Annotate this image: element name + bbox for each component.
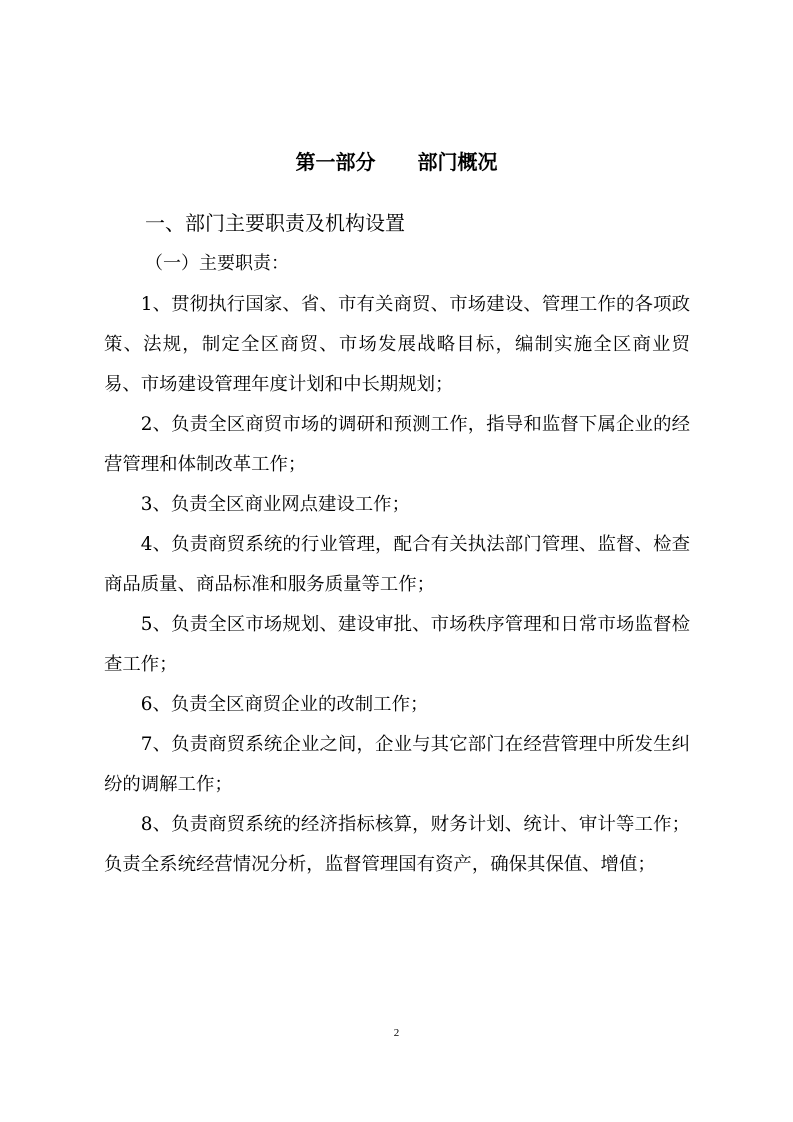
duty-paragraph: 4、负责商贸系统的行业管理，配合有关执法部门管理、监督、检查商品质量、商品标准和服务质量等工作； <box>104 534 690 595</box>
duty-paragraph: 8、负责商贸系统的经济指标核算，财务计划、统计、审计等工作；负责全系统经营情况分析，监督管理国有资产，确保其保值、增值； <box>104 814 690 875</box>
title-part: 第一部分 <box>295 150 376 174</box>
duty-paragraph: 2、负责全区商贸市场的调研和预测工作，指导和监督下属企业的经营管理和体制改革工作； <box>104 414 690 475</box>
duty-paragraph: 1、贯彻执行国家、省、市有关商贸、市场建设、管理工作的各项政策、法规，制定全区商贸、市场发展战略目标，编制实施全区商业贸易、市场建设管理年度计划和中长期规划； <box>104 294 690 395</box>
page-title <box>0 148 793 176</box>
page-number: 2 <box>393 1027 400 1039</box>
section-heading: 一、部门主要职责及机构设置 <box>145 211 405 235</box>
duty-paragraph: 5、负责全区市场规划、建设审批、市场秩序管理和日常市场监督检查工作； <box>104 614 690 675</box>
duties-list <box>104 285 690 885</box>
duty-paragraph: 3、负责全区商业网点建设工作； <box>140 494 410 515</box>
title-name: 部门概况 <box>417 150 498 174</box>
subsection-heading: （一）主要职责： <box>145 253 289 274</box>
duty-paragraph: 7、负责商贸系统企业之间，企业与其它部门在经营管理中所发生纠纷的调解工作； <box>104 734 690 795</box>
duty-paragraph: 6、负责全区商贸企业的改制工作； <box>140 694 429 715</box>
